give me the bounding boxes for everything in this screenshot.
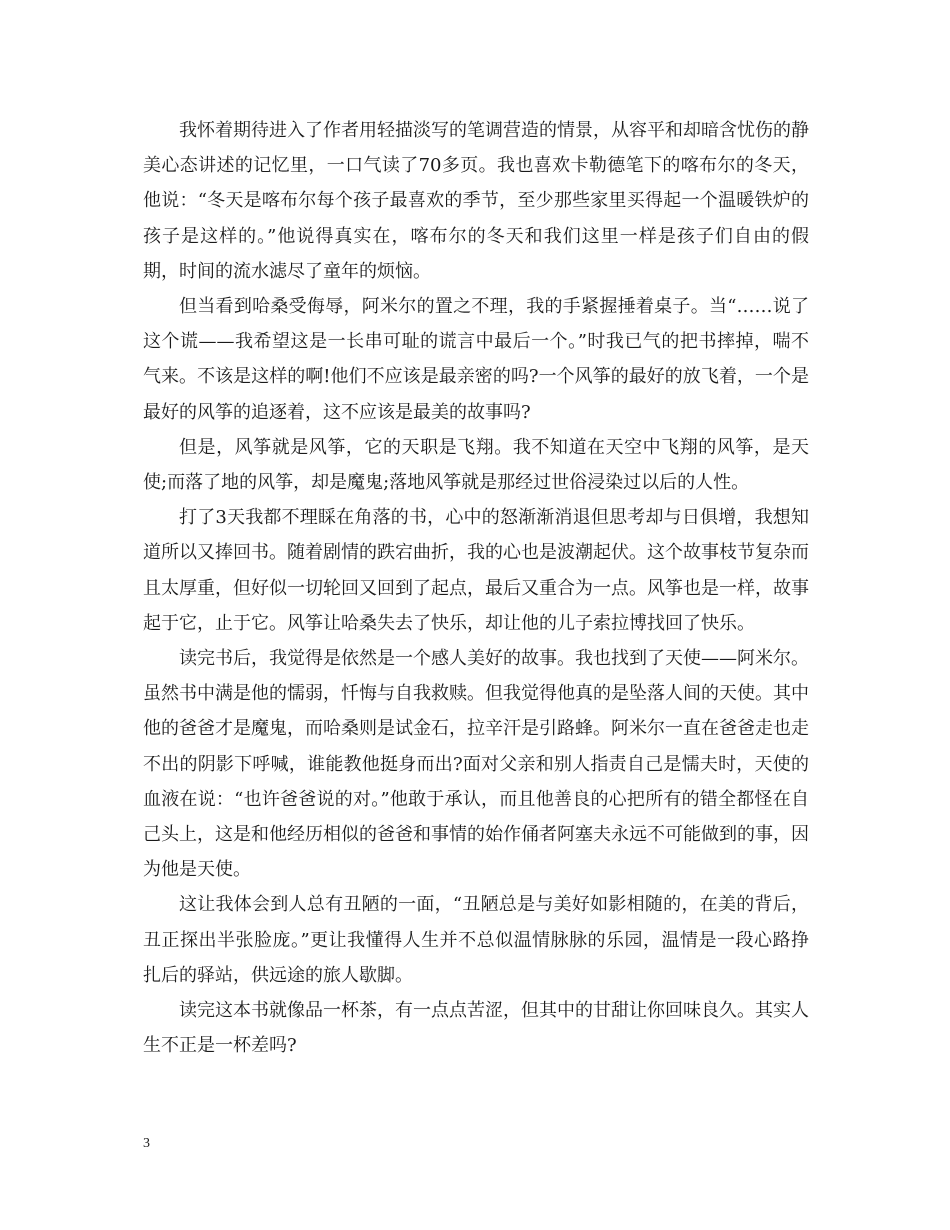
paragraph-2: 但当看到哈桑受侮辱，阿米尔的置之不理，我的手紧握捶着桌子。当“……说了这个谎——我希望这是一长串可耻的谎言中最后一个。”时我已气的把书摔掉，喘不气来。不该是这样的啊!他们不应该是最亲密的吗?一个风筝的最好的放飞着，一个是最好的风筝的追逐着，这不应该是最美的故事吗? xyxy=(143,296,809,423)
paragraph-1: 我怀着期待进入了作者用轻描淡写的笔调营造的情景，从容平和却暗含忧伤的静美心态讲述的记忆里，一口气读了70多页。我也喜欢卡勒德笔下的喀布尔的冬天，他说：“冬天是喀布尔每个孩子最喜欢的季节，至少那些家里买得起一个温暖铁炉的孩子是这样的。”他说得真实在，喀布尔的冬天和我们这里一样是孩子们自由的假期，时间的流水滤尽了童年的烦恼。 xyxy=(143,120,809,282)
document-body xyxy=(143,113,809,1063)
page-number: 3 xyxy=(143,1136,150,1151)
paragraph-4: 打了3天我都不理睬在角落的书，心中的怒渐渐消退但思考却与日俱增，我想知道所以又捧回书。随着剧情的跌宕曲折，我的心也是波潮起伏。这个故事枝节复杂而且太厚重，但好似一切轮回又回到了起点，最后又重合为一点。风筝也是一样，故事起于它，止于它。风筝让哈桑失去了快乐，却让他的儿子索拉博找回了快乐。 xyxy=(143,507,809,634)
paragraph-3: 但是，风筝就是风筝，它的天职是飞翔。我不知道在天空中飞翔的风筝，是天使;而落了地的风筝，却是魔鬼;落地风筝就是那经过世俗浸染过以后的人性。 xyxy=(143,436,809,494)
paragraph-6: 这让我体会到人总有丑陋的一面，“丑陋总是与美好如影相随的，在美的背后，丑正探出半张脸庞。”更让我懂得人生并不总似温情脉脉的乐园，温情是一段心路挣扎后的驿站，供远途的旅人歇脚。 xyxy=(143,894,809,986)
paragraph-5: 读完书后，我觉得是依然是一个感人美好的故事。我也找到了天使——阿米尔。虽然书中满是他的懦弱，忏悔与自我救赎。但我觉得他真的是坠落人间的天使。其中他的爸爸才是魔鬼，而哈桑则是试金石，拉辛汗是引路蜂。阿米尔一直在爸爸走也走不出的阴影下呼喊，谁能教他挺身而出?面对父亲和别人指责自己是懦夫时，天使的血液在说：“也许爸爸说的对。”他敢于承认，而且他善良的心把所有的错全都怪在自己头上，这是和他经历相似的爸爸和事情的始作俑者阿塞夫永远不可能做到的事，因为他是天使。 xyxy=(143,648,809,881)
paragraph-7: 读完这本书就像品一杯茶，有一点点苦涩，但其中的甘甜让你回味良久。其实人生不正是一杯差吗? xyxy=(143,1000,809,1057)
